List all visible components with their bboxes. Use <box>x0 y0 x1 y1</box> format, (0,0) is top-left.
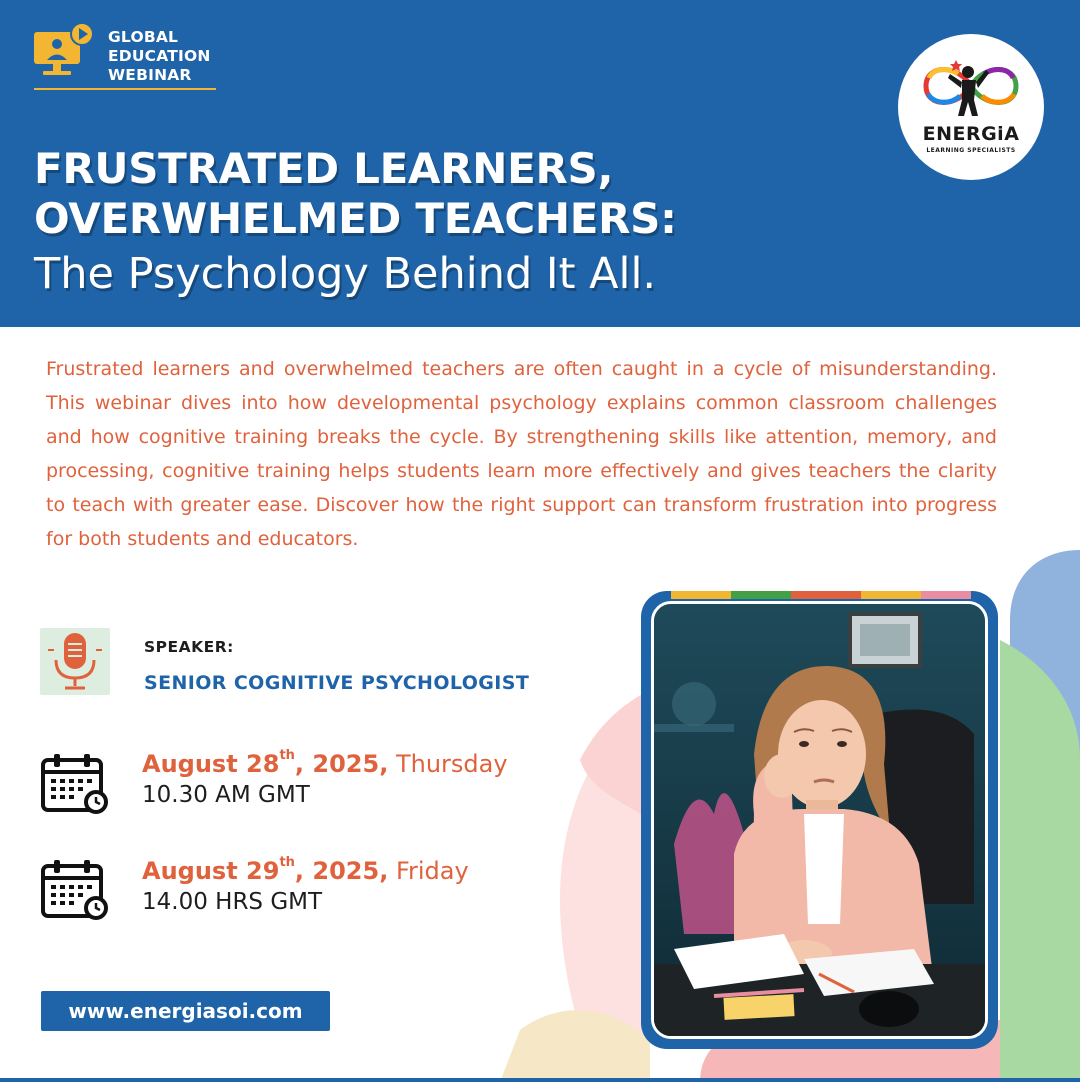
microphone-icon <box>40 628 110 695</box>
session-2-weekday: Friday <box>388 857 469 885</box>
session-2-time: 14.00 HRS GMT <box>142 889 323 915</box>
session-2-month-day: August 29 <box>142 857 280 885</box>
session-2-date <box>142 857 469 885</box>
frame-color-strip <box>641 591 998 599</box>
session-1-year: , 2025, <box>294 750 389 778</box>
session-1-date <box>142 750 508 778</box>
title-subtitle: The Psychology Behind It All. <box>34 249 657 299</box>
logo-tagline: LEARNING SPECIALISTS <box>926 147 1016 154</box>
title-line-1: FRUSTRATED LEARNERS, <box>34 144 614 193</box>
session-1-ordinal: th <box>279 748 295 763</box>
title-line-2: OVERWHELMED TEACHERS: <box>34 194 677 243</box>
calendar-icon <box>40 752 110 814</box>
student-photo <box>651 601 988 1039</box>
webinar-description: Frustrated learners and overwhelmed teachers are often caught in a cycle of misunderstanding. This webinar dives into how developmental psychology explains common classroom challenges and how cognitive training breaks the cycle. By strengthening skills like attention, memory, and processing, cognitive training helps students learn more effectively and gives teachers the clarity to teach with greater ease. Discover how the right support can transform frustration into progress for both students and educators. <box>46 358 997 550</box>
calendar-icon <box>40 858 110 920</box>
frustrated-girl-image <box>654 604 985 1036</box>
brand-line-3: WEBINAR <box>108 66 192 84</box>
logo-name: ENERGiA <box>922 123 1020 145</box>
brand-line-1: GLOBAL <box>108 28 179 46</box>
session-1-weekday: Thursday <box>388 750 508 778</box>
speaker-icon-box <box>40 628 110 695</box>
speaker-name: SENIOR COGNITIVE PSYCHOLOGIST <box>144 672 530 694</box>
session-1-time: 10.30 AM GMT <box>142 782 310 808</box>
website-link[interactable]: www.energiasoi.com <box>41 991 330 1031</box>
session-2-ordinal: th <box>279 855 295 870</box>
brand-line-2: EDUCATION <box>108 47 211 65</box>
speaker-label: SPEAKER: <box>144 638 234 656</box>
session-2-year: , 2025, <box>294 857 389 885</box>
session-1-month-day: August 28 <box>142 750 280 778</box>
